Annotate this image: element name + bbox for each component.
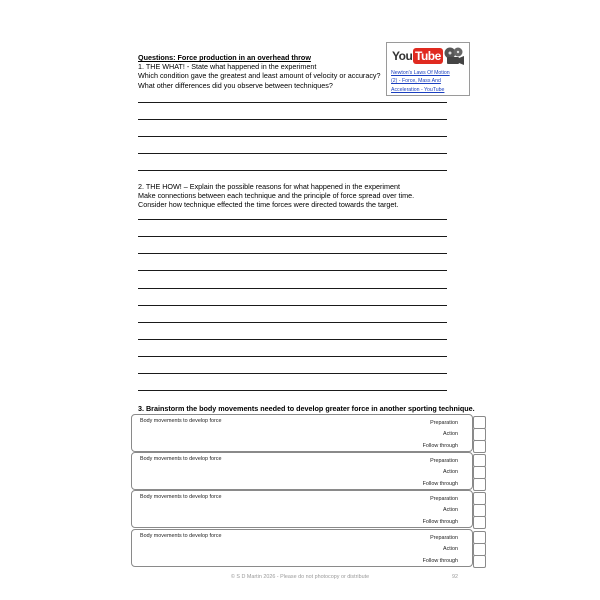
youtube-logo (391, 47, 441, 65)
stage-label-action: Action (443, 546, 458, 552)
stage-checkbox[interactable] (473, 516, 486, 529)
question-2-prompt: 2. THE HOW! – Explain the possible reasons for what happened in the experiment (138, 182, 400, 191)
stage-label-preparation: Preparation (430, 496, 458, 502)
brainstorm-box-title: Body movements to develop force (140, 456, 222, 462)
youtube-logo-tube: Tube (415, 49, 441, 63)
youtube-link-line-3[interactable]: Acceleration - YouTube (391, 86, 445, 93)
youtube-link-line-2[interactable]: (2) - Force, Mass And (391, 78, 441, 85)
worksheet-title: Questions: Force production in an overhead throw (138, 53, 311, 62)
answer-line[interactable] (138, 153, 447, 154)
stage-label-follow-through: Follow through (422, 443, 458, 449)
answer-line[interactable] (138, 170, 447, 171)
answer-line[interactable] (138, 322, 447, 323)
youtube-video-link[interactable] (391, 69, 467, 94)
youtube-link-box[interactable] (386, 42, 470, 96)
question-1-sub-2: What other differences did you observe between techniques? (138, 80, 333, 90)
answer-line[interactable] (138, 356, 447, 357)
brainstorm-box[interactable] (131, 490, 473, 528)
answer-line[interactable] (138, 136, 447, 137)
brainstorm-box[interactable] (131, 529, 473, 567)
answer-line[interactable] (138, 119, 447, 120)
youtube-link-line-1[interactable]: Newton's Laws Of Motion (391, 70, 450, 76)
stage-label-preparation: Preparation (430, 420, 458, 426)
answer-line[interactable] (138, 373, 447, 374)
answer-line[interactable] (138, 102, 447, 103)
question-1-block (138, 53, 388, 90)
question-1-prompt: 1. THE WHAT! - State what happened in the experiment (138, 62, 317, 72)
stage-label-action: Action (443, 507, 458, 513)
stage-checkbox[interactable] (473, 478, 486, 491)
film-reel-icon (443, 46, 465, 66)
brainstorm-box-title: Body movements to develop force (140, 418, 222, 424)
answer-line[interactable] (138, 219, 447, 220)
question-1-sub-1: Which condition gave the greatest and least amount of velocity or accuracy? (138, 71, 381, 81)
youtube-logo-you: You (392, 49, 413, 63)
stage-label-follow-through: Follow through (422, 519, 458, 525)
copyright-footer: © S D Martin 2026 - Please do not photocopy or distribute (230, 574, 370, 580)
stage-checkbox[interactable] (473, 555, 486, 568)
brainstorm-box-title: Body movements to develop force (140, 494, 222, 500)
answer-line[interactable] (138, 339, 447, 340)
brainstorm-box-title: Body movements to develop force (140, 533, 222, 539)
question-2-block (138, 182, 458, 210)
stage-label-follow-through: Follow through (422, 481, 458, 487)
question-2-sub-2: Consider how technique effected the time forces were directed towards the target. (138, 200, 399, 210)
stage-label-action: Action (443, 469, 458, 475)
answer-line[interactable] (138, 390, 447, 391)
stage-label-preparation: Preparation (430, 458, 458, 464)
stage-label-follow-through: Follow through (422, 558, 458, 564)
stage-checkbox[interactable] (473, 440, 486, 453)
answer-line[interactable] (138, 305, 447, 306)
brainstorm-box[interactable] (131, 414, 473, 452)
page-number: 92 (452, 574, 458, 580)
answer-line[interactable] (138, 253, 447, 254)
question-2-sub-1: Make connections between each technique and the principle of force spread over time. (138, 191, 415, 201)
brainstorm-box[interactable] (131, 452, 473, 490)
answer-line[interactable] (138, 288, 447, 289)
answer-line[interactable] (138, 270, 447, 271)
answer-line[interactable] (138, 236, 447, 237)
question-3-prompt: 3. Brainstorm the body movements needed to develop greater force in another sporting technique. (138, 404, 475, 413)
stage-label-action: Action (443, 431, 458, 437)
stage-label-preparation: Preparation (430, 535, 458, 541)
